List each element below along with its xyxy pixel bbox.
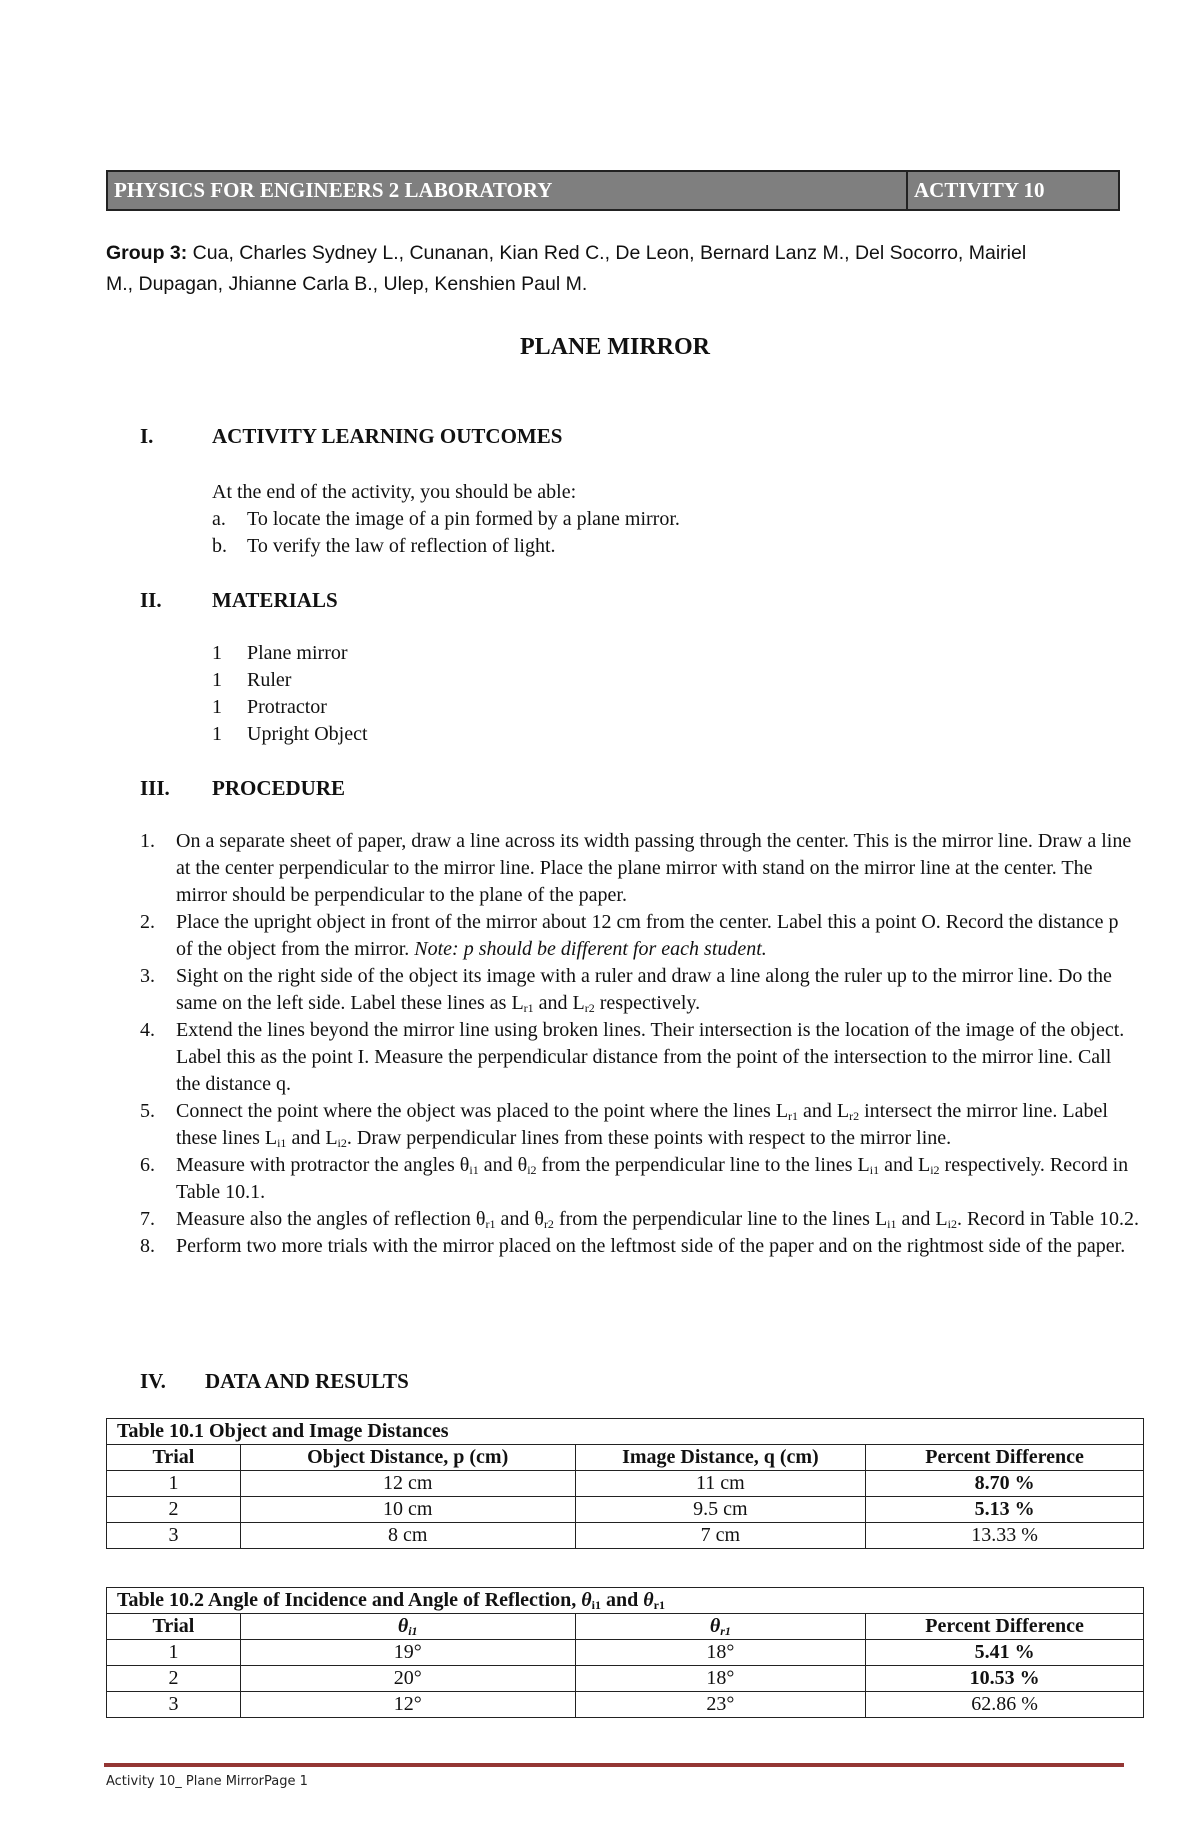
- step-text: . Draw perpendicular lines from these points with respect to the mirror line.: [346, 1127, 952, 1149]
- procedure-step: [140, 1206, 1140, 1233]
- cell-percent-difference: 8.70 %: [866, 1471, 1144, 1497]
- step-number: 5.: [140, 1100, 155, 1122]
- step-text: Perform two more trials with the mirror placed on the leftmost side of the paper and on the rightmost side of the paper.: [176, 1235, 1126, 1257]
- subscript: r1: [720, 1624, 731, 1638]
- cell-percent-difference: 5.41 %: [866, 1640, 1144, 1666]
- course-title: PHYSICS FOR ENGINEERS 2 LABORATORY: [108, 172, 908, 209]
- step-number: 6.: [140, 1154, 155, 1176]
- material-qty: 1: [212, 669, 222, 691]
- caption-text: and: [601, 1589, 644, 1611]
- step-text: and θ: [495, 1208, 544, 1230]
- step-number: 8.: [140, 1235, 155, 1257]
- material-item: [212, 723, 368, 746]
- page-footer: Activity 10_ Plane MirrorPage 1: [106, 1774, 308, 1789]
- theta-symbol: θ: [643, 1589, 654, 1611]
- subscript: i2: [947, 1217, 957, 1231]
- outcome-marker: b.: [212, 535, 227, 557]
- procedure-list: [140, 828, 1140, 1260]
- cell-reflection-angle: 23°: [575, 1692, 866, 1718]
- section-number: IV.: [140, 1369, 166, 1393]
- step-text: and θ: [478, 1154, 528, 1176]
- cell-incidence-angle: 12°: [240, 1692, 575, 1718]
- procedure-step: [140, 963, 1140, 1017]
- step-text: . Record in Table 10.2.: [956, 1208, 1140, 1230]
- outcome-text: To verify the law of reflection of light.: [247, 535, 556, 557]
- step-text: intersect the mirror line. Label these lines L: [176, 1100, 1108, 1149]
- step-note: Note: p should be different for each student.: [414, 938, 767, 960]
- cell-incidence-angle: 20°: [240, 1666, 575, 1692]
- theta-symbol: θ: [397, 1615, 409, 1637]
- column-header: Percent Difference: [866, 1614, 1144, 1640]
- column-header: Image Distance, q (cm): [575, 1445, 866, 1471]
- subscript: i1: [408, 1624, 418, 1638]
- cell-reflection-angle: 18°: [575, 1666, 866, 1692]
- table-distances: [106, 1418, 1144, 1549]
- step-text: Measure with protractor the angles θ: [176, 1154, 470, 1176]
- step-number: 2.: [140, 911, 155, 933]
- column-header: Trial: [107, 1614, 241, 1640]
- procedure-step: [140, 1098, 1140, 1152]
- activity-number: ACTIVITY 10: [908, 172, 1118, 209]
- step-text: Sight on the right side of the object its image with a ruler and draw a line along the ruler up to the mirror line. Do the same on the left side. Label these lines as L: [176, 965, 1112, 1014]
- subscript: r1: [485, 1217, 496, 1231]
- procedure-step: [140, 1233, 1140, 1260]
- group-members-line1: Cua, Charles Sydney L., Cunanan, Kian Red C., De Leon, Bernard Lanz M., Del Socorro, Mairiel: [187, 242, 1027, 264]
- subscript: i1: [277, 1136, 287, 1150]
- outcome-text: To locate the image of a pin formed by a plane mirror.: [247, 508, 680, 530]
- procedure-step: [140, 1017, 1140, 1098]
- step-text: and L: [879, 1154, 931, 1176]
- subscript: i2: [337, 1136, 347, 1150]
- section-number: III.: [140, 776, 170, 800]
- section-label: DATA AND RESULTS: [205, 1369, 409, 1393]
- table-row: [107, 1666, 1144, 1692]
- cell-trial: 3: [107, 1692, 241, 1718]
- caption-text: Table 10.2 Angle of Incidence and Angle of Reflection,: [117, 1589, 582, 1611]
- step-number: 7.: [140, 1208, 155, 1230]
- subscript: i2: [527, 1163, 537, 1177]
- table-caption: [107, 1588, 1144, 1614]
- table-row: [107, 1523, 1144, 1549]
- step-number: 4.: [140, 1019, 155, 1041]
- outcome-item: [212, 506, 680, 533]
- step-text: respectively.: [594, 992, 701, 1014]
- table-row: [107, 1471, 1144, 1497]
- subscript: r1: [788, 1109, 799, 1123]
- group-label: Group 3:: [106, 242, 188, 264]
- step-number: 1.: [140, 830, 155, 852]
- cell-object-distance: 12 cm: [240, 1471, 575, 1497]
- material-qty: 1: [212, 723, 222, 745]
- cell-image-distance: 7 cm: [575, 1523, 866, 1549]
- table-caption: Table 10.1 Object and Image Distances: [107, 1419, 1144, 1445]
- course-header: [106, 170, 1120, 211]
- step-text: Measure also the angles of reflection θ: [176, 1208, 486, 1230]
- cell-percent-difference: 62.86 %: [866, 1692, 1144, 1718]
- theta-symbol: θ: [709, 1615, 721, 1637]
- subscript: r1: [523, 1001, 534, 1015]
- material-qty: 1: [212, 642, 222, 664]
- subscript: r2: [849, 1109, 860, 1123]
- cell-percent-difference: 13.33 %: [866, 1523, 1144, 1549]
- subscript: i1: [869, 1163, 880, 1177]
- footer-rule: [104, 1763, 1124, 1767]
- theta-symbol: θ: [581, 1589, 592, 1611]
- subscript: i1: [887, 1217, 897, 1231]
- cell-trial: 3: [107, 1523, 241, 1549]
- step-text: Place the upright object in front of the mirror about 12 cm from the center. Label this a point O. Record the distance p of the object from the mirror.: [176, 911, 1119, 960]
- step-number: 3.: [140, 965, 155, 987]
- subscript: i1: [469, 1163, 479, 1177]
- cell-reflection-angle: 18°: [575, 1640, 866, 1666]
- outcome-marker: a.: [212, 508, 226, 530]
- outcome-item: [212, 533, 556, 560]
- material-name: Upright Object: [247, 723, 368, 745]
- step-text: and L: [286, 1127, 338, 1149]
- table-row: [107, 1640, 1144, 1666]
- section-number: I.: [140, 424, 154, 448]
- group-members-line2: M., Dupagan, Jhianne Carla B., Ulep, Kenshien Paul M.: [106, 273, 588, 295]
- step-text: Extend the lines beyond the mirror line using broken lines. Their intersection is the location of the image of the object. Label this as the point I. Measure the perpendicular distance from the point of the intersection to the mirror line. Call the distance q.: [176, 1019, 1125, 1095]
- step-text: from the perpendicular line to the lines L: [536, 1154, 870, 1176]
- procedure-step: [140, 909, 1140, 963]
- material-name: Protractor: [247, 696, 327, 718]
- step-text: and L: [533, 992, 585, 1014]
- subscript: r1: [653, 1598, 665, 1612]
- column-header: [240, 1614, 575, 1640]
- cell-object-distance: 10 cm: [240, 1497, 575, 1523]
- material-item: [212, 642, 348, 665]
- cell-trial: 1: [107, 1640, 241, 1666]
- section-label: ACTIVITY LEARNING OUTCOMES: [212, 424, 563, 448]
- step-text: respectively. Record in Table 10.1.: [176, 1154, 1129, 1203]
- group-members: [106, 238, 1126, 300]
- column-header: Object Distance, p (cm): [240, 1445, 575, 1471]
- step-text: from the perpendicular line to the lines L: [553, 1208, 888, 1230]
- step-text: and L: [798, 1100, 850, 1122]
- subscript: r2: [584, 1001, 595, 1015]
- column-header: Percent Difference: [866, 1445, 1144, 1471]
- step-text: Connect the point where the object was placed to the point where the lines L: [176, 1100, 789, 1122]
- material-qty: 1: [212, 696, 222, 718]
- cell-trial: 1: [107, 1471, 241, 1497]
- column-header: [575, 1614, 866, 1640]
- cell-trial: 2: [107, 1497, 241, 1523]
- material-name: Ruler: [247, 669, 292, 691]
- cell-image-distance: 9.5 cm: [575, 1497, 866, 1523]
- table-angles: [106, 1587, 1144, 1718]
- column-header: Trial: [107, 1445, 241, 1471]
- cell-incidence-angle: 19°: [240, 1640, 575, 1666]
- step-text: On a separate sheet of paper, draw a line across its width passing through the center. This is the mirror line. Draw a line at the center perpendicular to the mirror line. Place the plane mirror with stand on the mirror line at the center. The mirror should be perpendicular to the plane of the paper.: [176, 830, 1132, 906]
- subscript: i2: [930, 1163, 940, 1177]
- section-label: MATERIALS: [212, 588, 338, 612]
- outcomes-intro: At the end of the activity, you should be able:: [212, 481, 577, 503]
- page-title: PLANE MIRROR: [520, 334, 710, 360]
- material-item: [212, 669, 291, 692]
- cell-percent-difference: 5.13 %: [866, 1497, 1144, 1523]
- cell-image-distance: 11 cm: [575, 1471, 866, 1497]
- material-name: Plane mirror: [247, 642, 348, 664]
- procedure-step: [140, 828, 1140, 909]
- table-row: [107, 1692, 1144, 1718]
- table-row: [107, 1497, 1144, 1523]
- step-text: and L: [896, 1208, 948, 1230]
- material-item: [212, 696, 327, 719]
- cell-trial: 2: [107, 1666, 241, 1692]
- subscript: r2: [543, 1217, 554, 1231]
- cell-percent-difference: 10.53 %: [866, 1666, 1144, 1692]
- subscript: i1: [591, 1598, 602, 1612]
- section-number: II.: [140, 588, 162, 612]
- cell-object-distance: 8 cm: [240, 1523, 575, 1549]
- procedure-step: [140, 1152, 1140, 1206]
- section-label: PROCEDURE: [212, 776, 346, 800]
